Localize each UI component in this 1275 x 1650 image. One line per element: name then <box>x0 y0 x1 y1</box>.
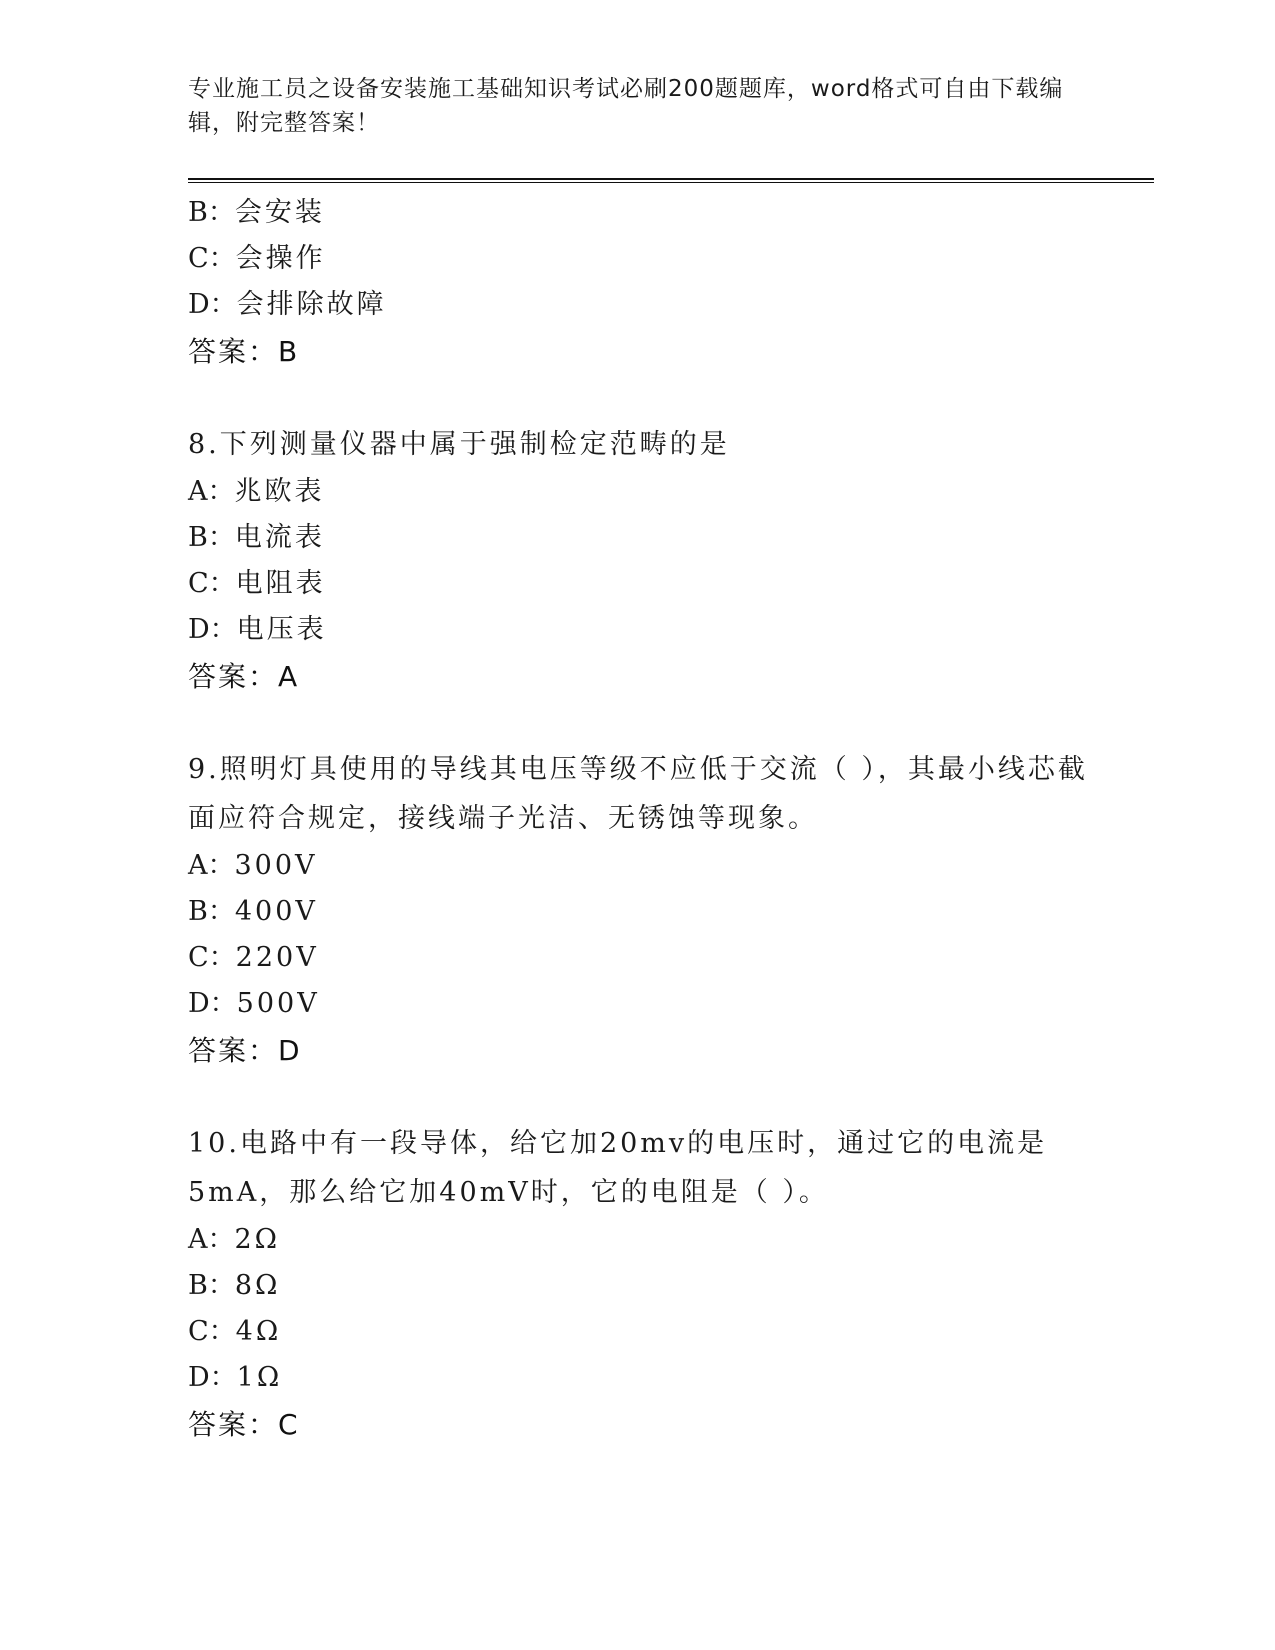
question-10 <box>188 1119 1148 1449</box>
option-c: C：220V <box>188 942 319 973</box>
header-divider <box>188 178 1154 183</box>
question-list <box>188 190 1148 1449</box>
option-a: A：2Ω <box>188 1224 281 1255</box>
option-a: A：兆欧表 <box>188 476 325 507</box>
question-8 <box>188 420 1148 701</box>
answer-line: 答案：A <box>188 660 300 693</box>
answer-line: 答案：D <box>188 1034 302 1067</box>
option-b: B：会安装 <box>188 197 325 228</box>
option-c: C：4Ω <box>188 1316 282 1347</box>
option-b: B：8Ω <box>188 1270 281 1301</box>
answer-line: 答案：B <box>188 335 300 368</box>
question-9 <box>188 745 1148 1075</box>
option-c: C：电阻表 <box>188 568 326 599</box>
question-stem: 9.照明灯具使用的导线其电压等级不应低于交流（ ），其最小线芯截面应符合规定，接线端子光洁、无锈蚀等现象。 <box>188 754 1088 834</box>
answer-line: 答案：C <box>188 1408 300 1441</box>
question-stem: 8.下列测量仪器中属于强制检定范畴的是 <box>188 429 730 460</box>
option-c: C：会操作 <box>188 243 326 274</box>
option-d: D：会排除故障 <box>188 289 387 320</box>
option-d: D：500V <box>188 988 320 1019</box>
option-b: B：400V <box>188 896 318 927</box>
document-title: 专业施工员之设备安装施工基础知识考试必刷200题题库，word格式可自由下载编辑，附完整答案！ <box>188 76 1064 136</box>
page-header <box>188 72 1088 140</box>
option-b: B：电流表 <box>188 522 325 553</box>
option-a: A：300V <box>188 850 318 881</box>
option-d: D：电压表 <box>188 614 327 645</box>
question-stem: 10.电路中有一段导体，给它加20mv的电压时，通过它的电流是5mA，那么给它加40mV时，它的电阻是（ ）。 <box>188 1128 1048 1208</box>
option-d: D：1Ω <box>188 1362 283 1393</box>
previous-question-tail <box>188 190 1148 376</box>
